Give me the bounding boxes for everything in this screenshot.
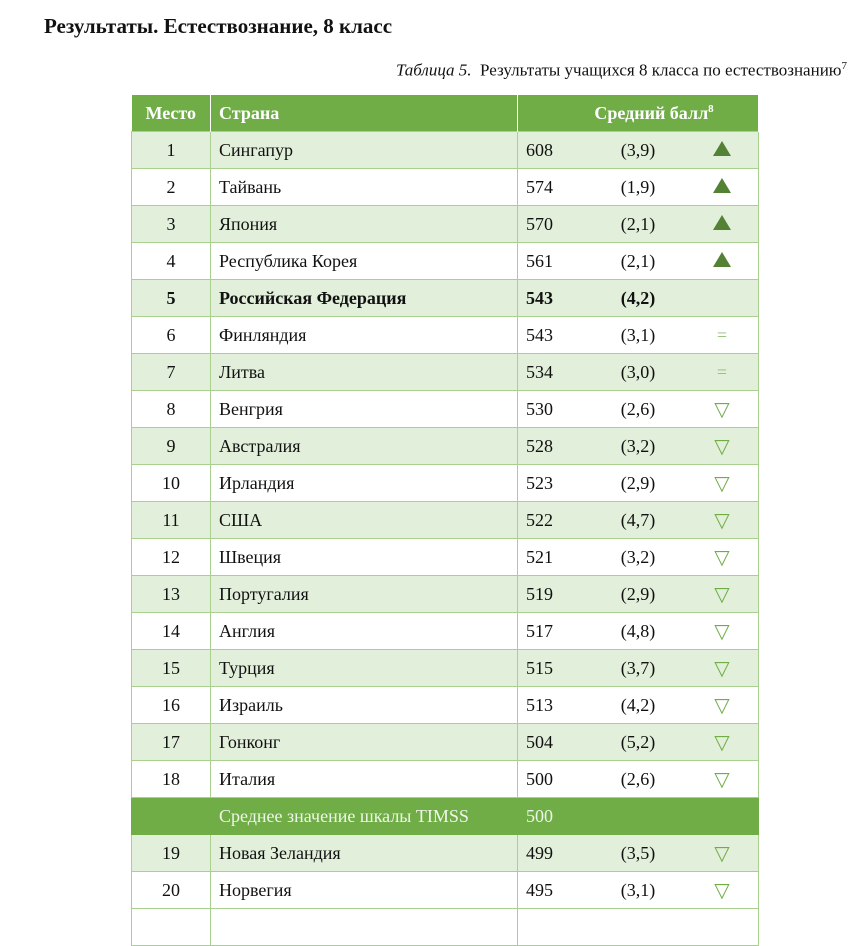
cell-trend [686, 243, 759, 280]
cell-score: 561 [518, 243, 591, 280]
cell-se: (3,5) [590, 835, 686, 872]
table-row [132, 539, 759, 576]
cell-empty [518, 909, 591, 946]
cell-score: 515 [518, 650, 591, 687]
header-country: Страна [211, 95, 518, 132]
cell-se: (4,8) [590, 613, 686, 650]
cell-country: Израиль [211, 687, 518, 724]
cell-score: 522 [518, 502, 591, 539]
cell-trend [686, 798, 759, 835]
triangle-up-icon [713, 252, 731, 267]
table-row [132, 465, 759, 502]
cell-score: 500 [518, 798, 591, 835]
cell-se: (2,1) [590, 243, 686, 280]
cell-se: (3,2) [590, 428, 686, 465]
cell-place: 7 [132, 354, 211, 391]
triangle-down-icon: ▽ [714, 583, 730, 606]
cell-score: 523 [518, 465, 591, 502]
table-row [132, 613, 759, 650]
header-place: Место [132, 95, 211, 132]
table-row [132, 391, 759, 428]
cell-country: Норвегия [211, 872, 518, 909]
cell-empty [686, 909, 759, 946]
header-score-footnote: 8 [708, 102, 714, 115]
triangle-down-icon: ▽ [714, 472, 730, 495]
cell-trend [686, 169, 759, 206]
triangle-down-icon: ▽ [714, 731, 730, 754]
table-row [132, 576, 759, 613]
table-row [132, 206, 759, 243]
cell-se: (1,9) [590, 169, 686, 206]
cell-country: Турция [211, 650, 518, 687]
triangle-down-icon: ▽ [714, 842, 730, 865]
cell-se: (3,1) [590, 872, 686, 909]
cell-score: 543 [518, 317, 591, 354]
cell-trend [686, 502, 759, 539]
cell-country: Австралия [211, 428, 518, 465]
equal-icon: = [716, 324, 728, 345]
cell-se: (2,6) [590, 761, 686, 798]
table-row [132, 317, 759, 354]
cell-country: Тайвань [211, 169, 518, 206]
cell-country: Португалия [211, 576, 518, 613]
cell-trend [686, 428, 759, 465]
table-row [132, 428, 759, 465]
cell-trend [686, 724, 759, 761]
cell-score: 513 [518, 687, 591, 724]
table-row [132, 835, 759, 872]
cell-trend [686, 465, 759, 502]
cell-place: 1 [132, 132, 211, 169]
cell-place: 2 [132, 169, 211, 206]
table-caption [396, 60, 847, 81]
cell-place: 16 [132, 687, 211, 724]
cell-country: Англия [211, 613, 518, 650]
table-row [132, 132, 759, 169]
cell-se: (3,1) [590, 317, 686, 354]
cell-country: Республика Корея [211, 243, 518, 280]
cell-place: 15 [132, 650, 211, 687]
cell-se: (4,2) [590, 280, 686, 317]
cell-trend [686, 280, 759, 317]
cell-place: 19 [132, 835, 211, 872]
cell-se: (4,7) [590, 502, 686, 539]
cell-place [132, 798, 211, 835]
cell-place: 6 [132, 317, 211, 354]
cell-country: США [211, 502, 518, 539]
cell-trend [686, 835, 759, 872]
cell-place: 12 [132, 539, 211, 576]
cell-country: Российская Федерация [211, 280, 518, 317]
cell-score: 499 [518, 835, 591, 872]
cell-empty [211, 909, 518, 946]
table-row [132, 872, 759, 909]
cell-trend [686, 576, 759, 613]
header-score-label: Средний балл [594, 102, 709, 123]
triangle-down-icon: ▽ [714, 509, 730, 532]
cell-score: 500 [518, 761, 591, 798]
table-header [132, 95, 759, 132]
triangle-down-icon: ▽ [714, 398, 730, 421]
cell-score: 530 [518, 391, 591, 428]
table-row-cutoff [132, 909, 759, 946]
triangle-down-icon: ▽ [714, 435, 730, 458]
triangle-up-icon [713, 215, 731, 230]
cell-empty [590, 909, 686, 946]
cell-score: 574 [518, 169, 591, 206]
cell-country: Италия [211, 761, 518, 798]
table-row [132, 724, 759, 761]
header-score [518, 95, 759, 132]
cell-se: (3,0) [590, 354, 686, 391]
cell-se: (2,1) [590, 206, 686, 243]
cell-place: 4 [132, 243, 211, 280]
cell-place: 8 [132, 391, 211, 428]
cell-country: Среднее значение шкалы TIMSS [211, 798, 518, 835]
cell-place: 9 [132, 428, 211, 465]
table-row [132, 761, 759, 798]
cell-trend [686, 206, 759, 243]
cell-place: 18 [132, 761, 211, 798]
triangle-up-icon [713, 178, 731, 193]
cell-country: Финляндия [211, 317, 518, 354]
cell-trend [686, 539, 759, 576]
cell-score: 528 [518, 428, 591, 465]
equal-icon: = [716, 361, 728, 382]
cell-score: 495 [518, 872, 591, 909]
table-row [132, 354, 759, 391]
cell-empty [132, 909, 211, 946]
cell-score: 608 [518, 132, 591, 169]
cell-score: 521 [518, 539, 591, 576]
cell-country: Венгрия [211, 391, 518, 428]
cell-country: Литва [211, 354, 518, 391]
triangle-down-icon: ▽ [714, 694, 730, 717]
cell-score: 504 [518, 724, 591, 761]
cell-trend [686, 872, 759, 909]
table-row [132, 169, 759, 206]
cell-trend [686, 650, 759, 687]
cell-country: Ирландия [211, 465, 518, 502]
average-row [132, 798, 759, 835]
cell-place: 5 [132, 280, 211, 317]
cell-country: Гонконг [211, 724, 518, 761]
caption-label: Таблица 5. [395, 60, 472, 80]
table-row [132, 502, 759, 539]
cell-place: 17 [132, 724, 211, 761]
cell-score: 534 [518, 354, 591, 391]
cell-place: 3 [132, 206, 211, 243]
cell-place: 14 [132, 613, 211, 650]
triangle-down-icon: ▽ [714, 546, 730, 569]
cell-trend [686, 761, 759, 798]
cell-se: (3,9) [590, 132, 686, 169]
cell-se: (2,6) [590, 391, 686, 428]
cell-score: 519 [518, 576, 591, 613]
triangle-down-icon: ▽ [714, 879, 730, 902]
cell-se [590, 798, 686, 835]
cell-se: (5,2) [590, 724, 686, 761]
cell-se: (2,9) [590, 465, 686, 502]
table-row [132, 687, 759, 724]
cell-trend [686, 391, 759, 428]
triangle-down-icon: ▽ [714, 657, 730, 680]
cell-trend [686, 132, 759, 169]
table-row [132, 243, 759, 280]
cell-place: 20 [132, 872, 211, 909]
table-row [132, 280, 759, 317]
cell-trend [686, 613, 759, 650]
caption-text: Результаты учащихся 8 класса по естествознанию [480, 60, 842, 80]
triangle-up-icon [713, 141, 731, 156]
cell-se: (3,7) [590, 650, 686, 687]
cell-trend [686, 687, 759, 724]
cell-country: Новая Зеландия [211, 835, 518, 872]
cell-place: 10 [132, 465, 211, 502]
table-row [132, 650, 759, 687]
cell-country: Япония [211, 206, 518, 243]
cell-place: 11 [132, 502, 211, 539]
cell-score: 543 [518, 280, 591, 317]
cell-country: Сингапур [211, 132, 518, 169]
section-title: Результаты. Естествознание, 8 класс [44, 14, 393, 38]
cell-trend [686, 317, 759, 354]
triangle-down-icon: ▽ [714, 620, 730, 643]
triangle-down-icon: ▽ [714, 768, 730, 791]
cell-trend [686, 354, 759, 391]
cell-score: 517 [518, 613, 591, 650]
results-table [131, 95, 759, 946]
cell-se: (3,2) [590, 539, 686, 576]
cell-place: 13 [132, 576, 211, 613]
cell-se: (4,2) [590, 687, 686, 724]
cell-country: Швеция [211, 539, 518, 576]
cell-se: (2,9) [590, 576, 686, 613]
caption-footnote: 7 [841, 60, 847, 72]
cell-score: 570 [518, 206, 591, 243]
